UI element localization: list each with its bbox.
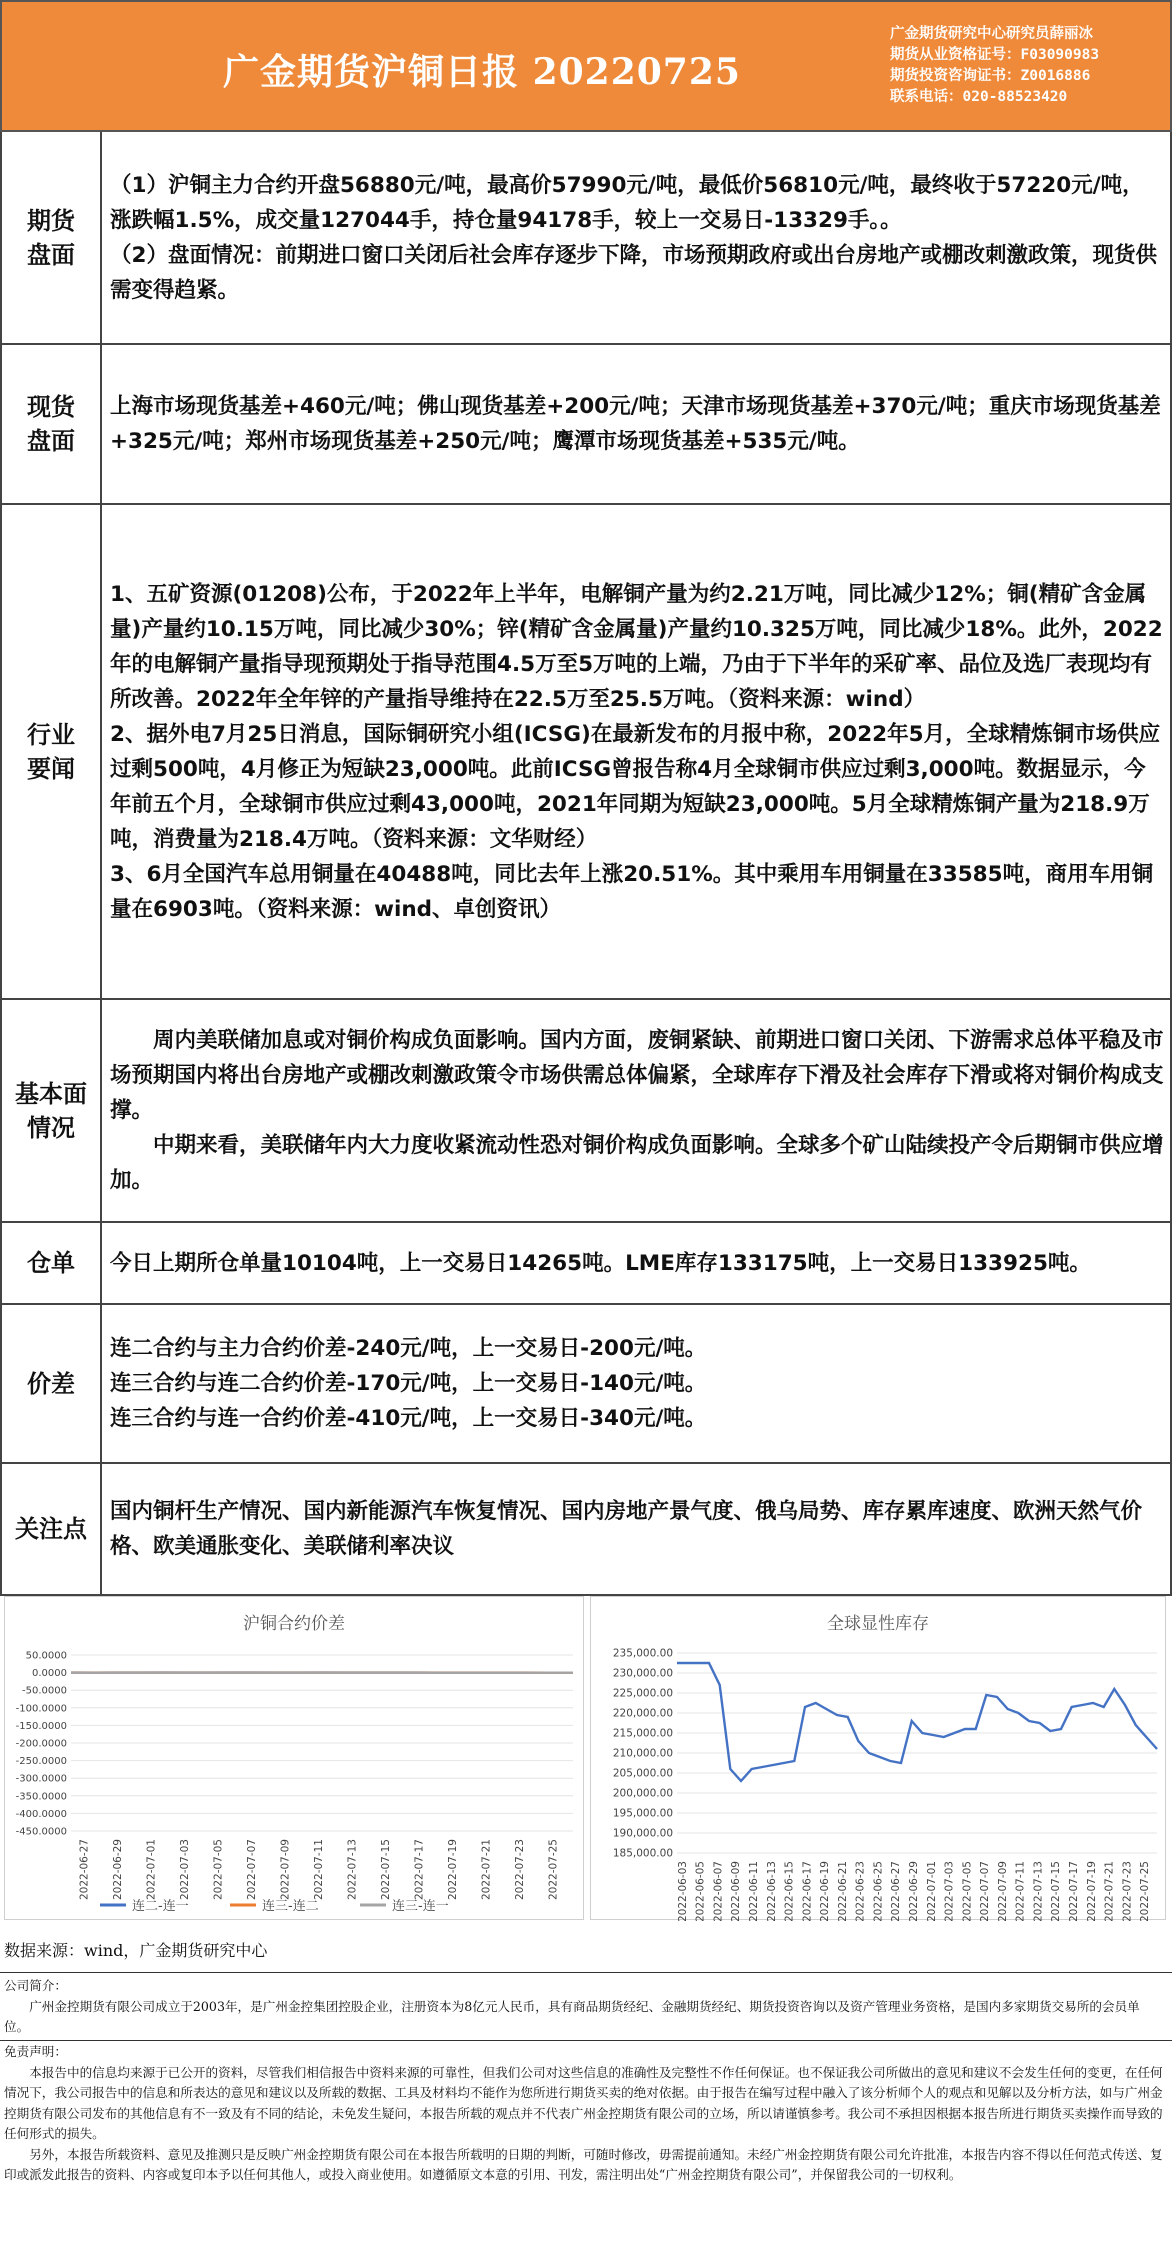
x-tick-label: 2022-07-03 [179,1839,192,1901]
x-tick-label: 2022-06-23 [854,1861,867,1921]
y-tick-label: -100.0000 [15,1703,67,1715]
spread-chart-svg [5,1597,585,1921]
row-content [102,132,1172,343]
x-tick-label: 2022-07-13 [346,1839,359,1901]
paragraph: 上海市场现货基差+460元/吨；佛山现货基差+200元/吨；天津市场现货基差+370元/吨；重庆市场现货基差+325元/吨；郑州市场现货基差+250元/吨；鹰潭市场现货基差+535元/吨。 [110,394,1161,454]
company-intro [4,1976,1164,2038]
y-tick-label: 235,000.00 [612,1647,673,1660]
x-tick-label: 2022-07-09 [996,1861,1009,1921]
y-tick-label: 190,000.00 [612,1827,673,1840]
x-tick-label: 2022-07-19 [446,1839,459,1901]
row-label: 关注点 [0,1464,102,1594]
y-tick-label: -150.0000 [15,1720,67,1732]
row-focus [0,1464,1172,1596]
paragraph: 3、6月全国汽车总用铜量在40488吨，同比去年上涨20.51%。其中乘用车用铜量在33585吨，商用车用铜量在6903吨。（资料来源：wind、卓创资讯） [110,861,1154,922]
x-tick-label: 2022-07-21 [480,1839,493,1901]
x-tick-label: 2022-07-21 [1103,1861,1116,1921]
x-tick-label: 2022-07-17 [1068,1861,1080,1921]
row-spot [0,345,1172,505]
x-tick-label: 2022-07-07 [246,1839,259,1901]
paragraph: 连二合约与主力合约价差-240元/吨，上一交易日-200元/吨。 [110,1336,707,1361]
y-tick-label: 210,000.00 [612,1747,673,1760]
intro-text: 广州金控期货有限公司成立于2003年，是广州金控集团控股企业，注册资本为8亿元人民币，具有商品期货经纪、金融期货经纪、期货投资咨询以及资产管理业务资格，是国内多家期货交易所的会员单位。 [4,1998,1140,2034]
paragraph: 1、五矿资源(01208)公布，于2022年上半年，电解铜产量为约2.21万吨，同比减少12%；铜(精矿含金属量)产量约10.15万吨，同比减少30%；锌(精矿含金属量)产量约10.325万吨，同比减少18%。此外，2022年的电解铜产量指导现预期处于指导范围4.5万至5万吨的上端，乃由于下半年的采矿率、品位及选厂表现均有所改善。2022年全年锌的产量指导维持在22.5万至25.5万吨。（资料来源：wind） [110,581,1163,712]
y-tick-label: -200.0000 [15,1738,67,1750]
disclaimer [4,2042,1164,2186]
x-tick-label: 2022-07-25 [547,1839,560,1901]
x-tick-label: 2022-06-21 [836,1861,849,1921]
row-spread [0,1305,1172,1464]
analyst-info [890,24,1172,108]
x-tick-label: 2022-07-05 [212,1839,225,1901]
x-tick-label: 2022-06-03 [676,1861,689,1921]
x-tick-label: 2022-06-09 [730,1861,743,1921]
y-tick-label: 0.0000 [32,1668,67,1680]
qualification-number: 期货从业资格证号：F03090983 [890,47,1100,63]
chart-title: 全球显性库存 [827,1614,929,1634]
inventory-chart [590,1596,1166,1920]
x-tick-label: 2022-06-11 [748,1861,760,1921]
row-content [102,1223,1172,1303]
row-label: 仓单 [0,1223,102,1303]
legend-label: 连二-连一 [132,1899,189,1914]
chart-title: 沪铜合约价差 [243,1614,345,1634]
x-tick-label: 2022-07-09 [279,1839,292,1901]
paragraph: 今日上期所仓单量10104吨，上一交易日14265吨。LME库存133175吨，上一交易日133925吨。 [110,1250,1091,1276]
x-tick-label: 2022-06-27 [78,1839,91,1901]
y-tick-label: -300.0000 [15,1773,67,1785]
charts-area [0,1596,1172,1926]
x-tick-label: 2022-07-25 [1139,1861,1152,1921]
legend-label: 连三-连一 [392,1899,449,1914]
row-industry-news [0,505,1172,1000]
row-label: 现货 盘面 [0,345,102,503]
x-tick-label: 2022-07-15 [1050,1861,1063,1921]
legend-label: 连三-连二 [262,1899,319,1914]
y-tick-label: -400.0000 [15,1808,67,1820]
x-tick-label: 2022-06-29 [112,1839,125,1901]
y-tick-label: 225,000.00 [612,1687,673,1700]
x-tick-label: 2022-07-15 [379,1839,392,1901]
x-tick-label: 2022-06-17 [801,1861,814,1921]
spread-chart [4,1596,584,1920]
row-content [102,345,1172,503]
x-tick-label: 2022-07-03 [943,1861,956,1921]
x-tick-label: 2022-07-01 [145,1839,158,1901]
report-header [0,0,1172,132]
y-tick-label: -450.0000 [15,1826,67,1838]
x-tick-label: 2022-06-15 [783,1861,796,1921]
x-tick-label: 2022-07-19 [1085,1861,1098,1921]
row-label: 价差 [0,1305,102,1462]
y-tick-label: 200,000.00 [612,1787,673,1800]
y-tick-label: 220,000.00 [612,1707,673,1720]
row-content [102,1464,1172,1594]
contact-phone: 联系电话：020-88523420 [890,89,1068,105]
y-tick-label: -350.0000 [15,1791,67,1803]
inventory-chart-svg [591,1597,1167,1921]
consulting-certificate: 期货投资咨询证书：Z0016886 [890,68,1091,84]
x-tick-label: 2022-07-05 [961,1861,974,1921]
paragraph: 中期来看，美联储年内大力度收紧流动性恐对铜价构成负面影响。全球多个矿山陆续投产令后期铜市供应增加。 [110,1133,1164,1193]
x-tick-label: 2022-06-19 [819,1861,832,1921]
x-tick-label: 2022-07-23 [513,1839,526,1901]
x-tick-label: 2022-07-11 [313,1839,325,1901]
divider [0,2040,1172,2041]
x-tick-label: 2022-06-25 [872,1861,885,1921]
paragraph: 连三合约与连二合约价差-170元/吨，上一交易日-140元/吨。 [110,1371,707,1396]
disclaimer-p1: 本报告中的信息均来源于已公开的资料，尽管我们相信报告中资料来源的可靠性，但我们公司对这些信息的准确性及完整性不作任何保证。也不保证我公司所做出的意见和建议不会发生任何的变更，在任何情况下，我公司报告中的信息和所表达的意见和建议以及所载的数据、工具及材料均不能作为您所进行期货买卖的绝对依据。由于报告在编写过程中融入了该分析师个人的观点和见解以及分析方法，如与广州金控期货有限公司发布的其他信息有不一致及有不同的结论，未免发生疑问，本报告所载的观点并不代表广州金控期货有限公司的立场，所以请谨慎参考。我公司不承担因根据本报告所进行期货买卖操作而导致的任何形式的损失。 [4,2064,1163,2141]
y-tick-label: 50.0000 [25,1650,67,1662]
paragraph: （1）沪铜主力合约开盘56880元/吨，最高价57990元/吨，最低价56810元/吨，最终收于57220元/吨，涨跌幅1.5%，成交量127044手，持仓量94178手，较上一交易日-13329手。。 [110,172,1144,233]
row-content [102,505,1172,998]
y-tick-label: 215,000.00 [612,1727,673,1740]
row-label: 基本面 情况 [0,1000,102,1221]
x-tick-label: 2022-07-11 [1014,1861,1027,1921]
row-futures [0,132,1172,345]
row-warehouse [0,1223,1172,1305]
row-label: 期货 盘面 [0,132,102,343]
row-content [102,1000,1172,1221]
y-tick-label: 195,000.00 [612,1807,673,1820]
y-tick-label: -50.0000 [22,1685,67,1697]
paragraph: 2、据外电7月25日消息，国际铜研究小组(ICSG)在最新发布的月报中称，2022年5月，全球精炼铜市场供应过剩500吨，4月修正为短缺23,000吨。此前ICSG曾报告称4月全球铜市供应过剩3,000吨。数据显示，今年前五个月，全球铜市供应过剩43,000吨，2021年同期为短缺23,000吨。5月全球精炼铜产量为218.9万吨，消费量为218.4万吨。（资料来源：文华财经） [110,721,1161,852]
row-fundamentals [0,1000,1172,1223]
disclaimer-title: 免责声明： [4,2044,67,2059]
x-tick-label: 2022-06-13 [765,1861,778,1921]
paragraph: 连三合约与连一合约价差-410元/吨，上一交易日-340元/吨。 [110,1406,707,1431]
x-tick-label: 2022-06-27 [890,1861,903,1921]
y-tick-label: 205,000.00 [612,1767,673,1780]
x-tick-label: 2022-06-07 [712,1861,725,1921]
disclaimer-p2: 另外，本报告所载资料、意见及推测只是反映广州金控期货有限公司在本报告所载明的日期的判断，可随时修改，毋需提前通知。未经广州金控期货有限公司允许批准，本报告内容不得以任何范式传送、复印或派发此报告的资料、内容或复印本予以任何其他人，或投入商业使用。如遵循原文本意的引用、刊发，需注明出处“广州金控期货有限公司”，并保留我公司的一切权利。 [4,2146,1163,2182]
paragraph: 周内美联储加息或对铜价构成负面影响。国内方面，废铜紧缺、前期进口窗口关闭、下游需求总体平稳及市场预期国内将出台房地产或棚改刺激政策令市场供需总体偏紧，全球库存下滑及社会库存下滑或将对铜价构成支撑。 [110,1028,1164,1123]
data-source: 数据来源：wind，广金期货研究中心 [4,1941,268,1960]
y-tick-label: -250.0000 [15,1756,67,1768]
x-tick-label: 2022-07-13 [1032,1861,1045,1921]
x-tick-label: 2022-07-23 [1121,1861,1134,1921]
report-title: 广金期货沪铜日报 20220725 [223,51,741,93]
x-tick-label: 2022-07-17 [413,1839,426,1901]
y-tick-label: 185,000.00 [612,1847,673,1860]
y-tick-label: 230,000.00 [612,1667,673,1680]
analyst-name: 广金期货研究中心研究员薛丽冰 [890,26,1093,42]
row-label: 行业 要闻 [0,505,102,998]
series-line [677,1663,1157,1781]
row-content [102,1305,1172,1462]
x-tick-label: 2022-07-01 [925,1861,938,1921]
x-tick-label: 2022-07-07 [979,1861,992,1921]
x-tick-label: 2022-06-05 [694,1861,707,1921]
divider [0,1972,1172,1973]
intro-title: 公司简介： [4,1978,67,1993]
paragraph: （2）盘面情况：前期进口窗口关闭后社会库存逐步下降，市场预期政府或出台房地产或棚改刺激政策，现货供需变得趋紧。 [110,242,1157,303]
paragraph: 国内铜杆生产情况、国内新能源汽车恢复情况、国内房地产景气度、俄乌局势、库存累库速度、欧洲天然气价格、欧美通胀变化、美联储利率决议 [110,1499,1143,1559]
x-tick-label: 2022-06-29 [908,1861,920,1921]
